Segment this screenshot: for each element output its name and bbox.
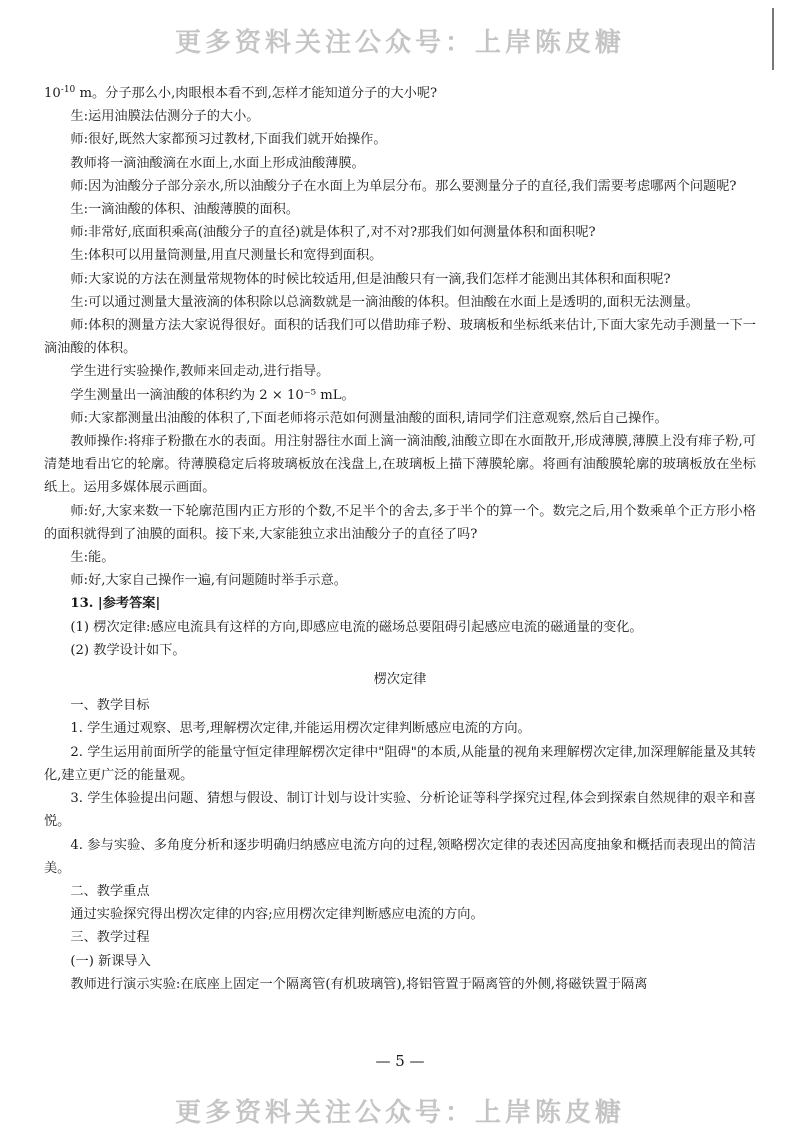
paragraph: 生:运用油膜法估测分子的大小。 [70,109,260,125]
paragraph: 师:因为油酸分子部分亲水,所以油酸分子在水面上为单层分布。那么要测量分子的直径,我们需要考虑哪两个问题呢? [70,178,737,194]
paragraph: 教师将一滴油酸滴在水面上,水面上形成油酸薄膜。 [70,155,365,171]
paragraph: 师:很好,既然大家都预习过教材,下面我们就开始操作。 [70,132,387,148]
first-line-text: m。分子那么小,肉眼根本看不到,怎样才能知道分子的大小呢? [75,86,438,101]
goal-item: 1. 学生通过观察、思考,理解楞次定律,并能运用楞次定律判断感应电流的方向。 [70,721,531,737]
design-title: 楞次定律 [373,672,427,688]
watermark-bottom: 更多资料关注公众号：上岸陈皮糖 [174,1098,625,1128]
scan-edge-mark [772,8,774,70]
sub-heading: (一) 新课导入 [70,953,151,969]
watermark-top: 更多资料关注公众号：上岸陈皮糖 [174,28,625,58]
goal-item: 3. 学生体验提出问题、猜想与假设、制订计划与设计实验、分析论证等科学探究过程,体会到探索自然规律的艰辛和喜悦。 [44,791,756,830]
paragraph: 生:体积可以用量筒测量,用直尺测量长和宽得到面积。 [70,248,383,264]
answer-item: (2) 教学设计如下。 [70,642,186,658]
section-heading: 一、教学目标 [70,698,150,714]
paragraph: 师:大家都测量出油酸的体积了,下面老师将示范如何测量油酸的面积,请同学们注意观察,然后自己操作。 [70,410,668,426]
page-number: — 5 — [375,1052,425,1070]
exponent: -10 [60,85,76,95]
paragraph: 教师操作:将痱子粉撒在水的表面。用注射器往水面上滴一滴油酸,油酸立即在水面散开,形成薄膜,薄膜上没有痱子粉,可清楚地看出它的轮廓。待薄膜稳定后将玻璃板放在浅盘上,在玻璃板上描下薄膜轮廓。将画有油酸膜轮廓的玻璃板放在坐标纸上。运用多媒体展示画面。 [44,434,756,496]
paragraph: 师:好,大家来数一下轮廓范围内正方形的个数,不足半个的舍去,多于半个的算一个。数完之后,用个数乘单个正方形小格的面积就得到了油膜的面积。接下来,大家能独立求出油酸分子的直径了吗? [44,503,756,542]
paragraph: 师:非常好,底面积乘高(油酸分子的直径)就是体积了,对不对?那我们如何测量体积和面积呢? [70,225,596,241]
paragraph: 学生进行实验操作,教师来回走动,进行指导。 [70,364,330,380]
paragraph: 师:体积的测量方法大家说得很好。面积的话我们可以借助痱子粉、玻璃板和坐标纸来估计,下面大家先动手测量一下一滴油酸的体积。 [44,318,756,357]
paragraph: 师:好,大家自己操作一遍,有问题随时举手示意。 [70,573,347,589]
paragraph: 学生测量出一滴油酸的体积约为 2 × 10⁻⁵ mL。 [70,387,355,403]
goal-item: 4. 参与实验、多角度分析和逐步明确归纳感应电流方向的过程,领略楞次定律的表述因高度抽象和概括而表现出的简洁美。 [44,837,756,876]
paragraph: 生:一滴油酸的体积、油酸薄膜的面积。 [70,202,300,218]
section-heading: 三、教学过程 [70,930,150,946]
paragraph: 师:大家说的方法在测量常规物体的时候比较适用,但是油酸只有一滴,我们怎样才能测出其体积和面积呢? [70,271,671,287]
paragraph: 教师进行演示实验:在底座上固定一个隔离管(有机玻璃管),将铝管置于隔离管的外侧,将磁铁置于隔离 [70,976,648,992]
answer-item: (1) 楞次定律:感应电流具有这样的方向,即感应电流的磁场总要阻碍引起感应电流的磁通量的变化。 [70,619,643,635]
paragraph: 生:可以通过测量大量液滴的体积除以总滴数就是一滴油酸的体积。但油酸在水面上是透明的,面积无法测量。 [70,294,699,310]
section-heading: 二、教学重点 [70,883,150,899]
first-line [44,79,756,105]
goal-item: 2. 学生运用前面所学的能量守恒定律理解楞次定律中"阻碍"的本质,从能量的视角来理解楞次定律,加深理解能量及其转化,建立更广泛的能量观。 [44,744,756,783]
answer-heading: 13. |参考答案| [70,596,161,612]
page-body [44,79,756,996]
key-point: 通过实验探究得出楞次定律的内容;应用楞次定律判断感应电流的方向。 [70,907,484,923]
paragraph: 生:能。 [70,550,115,566]
exponent-base: 10 [44,86,61,101]
